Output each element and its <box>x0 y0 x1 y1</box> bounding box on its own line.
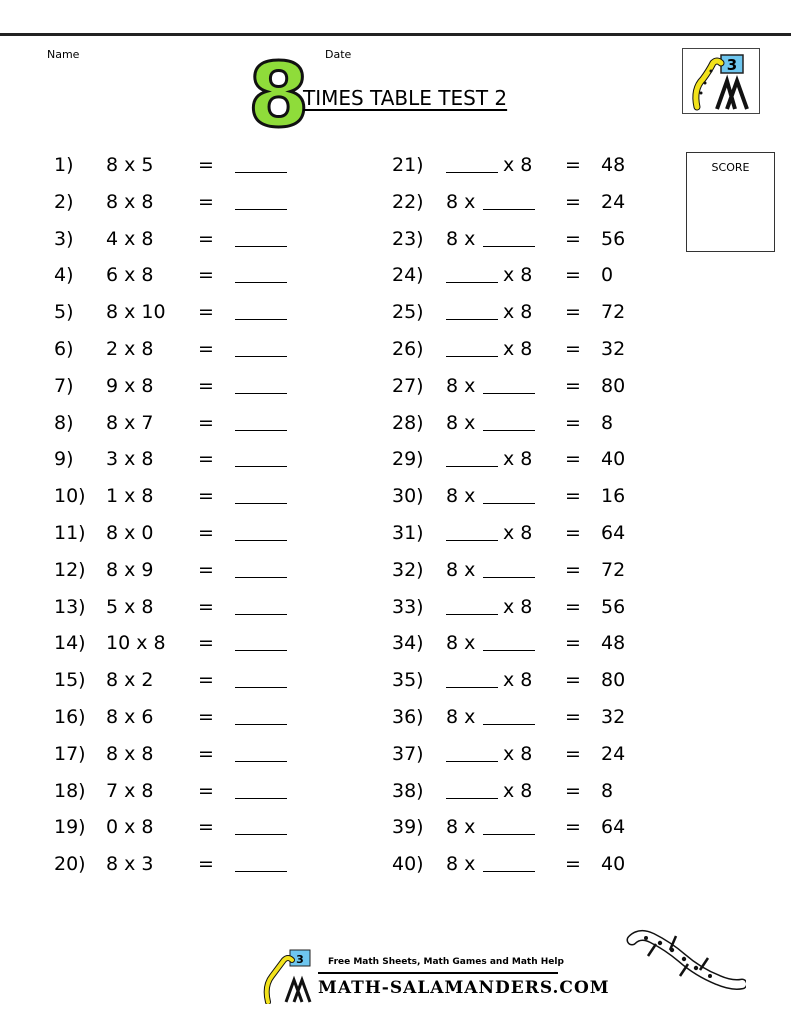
question-product: 8 <box>601 411 614 434</box>
equals-sign: = <box>565 706 581 728</box>
question-factor: x 8 <box>503 301 533 324</box>
question-row <box>0 224 700 254</box>
answer-blank[interactable] <box>483 555 535 578</box>
question-expression: 9 x 8 <box>106 374 154 397</box>
question-row <box>0 187 700 217</box>
question-number: 36) <box>392 706 424 728</box>
question-product: 0 <box>601 264 614 287</box>
question-expression: 8 x 9 <box>106 558 154 581</box>
equals-sign: = <box>565 632 581 655</box>
answer-blank[interactable] <box>483 849 535 872</box>
question-number: 9) <box>54 448 74 471</box>
answer-blank[interactable] <box>446 592 498 615</box>
equals-sign: = <box>198 301 214 324</box>
equals-sign: = <box>565 669 581 692</box>
question-expression: 8 x 8 <box>106 742 154 765</box>
equals-sign: = <box>565 779 581 802</box>
question-product: 56 <box>601 227 626 250</box>
question-number: 15) <box>54 669 86 692</box>
question-number: 1) <box>54 154 74 176</box>
question-product: 24 <box>601 190 626 213</box>
equals-sign: = <box>198 264 214 287</box>
question-expression: 8 x 0 <box>106 522 154 544</box>
equals-sign: = <box>565 227 581 250</box>
equals-sign: = <box>198 154 214 176</box>
question-product: 48 <box>601 632 626 655</box>
question-number: 32) <box>392 558 424 581</box>
question-number: 21) <box>392 154 424 176</box>
question-product: 64 <box>601 522 626 544</box>
question-row <box>0 665 700 695</box>
question-row <box>0 812 700 842</box>
equals-sign: = <box>198 485 214 508</box>
question-row <box>0 150 700 180</box>
date-label: Date <box>325 48 352 61</box>
question-factor: 8 x <box>446 558 476 581</box>
question-expression: 8 x 6 <box>106 706 154 728</box>
question-number: 40) <box>392 853 424 876</box>
question-number: 11) <box>54 522 86 544</box>
equals-sign: = <box>565 558 581 581</box>
question-factor: 8 x <box>446 706 476 728</box>
equals-sign: = <box>565 742 581 765</box>
answer-blank[interactable] <box>446 150 498 173</box>
question-number: 12) <box>54 558 86 581</box>
answer-blank[interactable] <box>446 260 498 283</box>
question-factor: x 8 <box>503 448 533 471</box>
salamander-logo-icon <box>683 49 759 113</box>
question-row <box>0 481 700 511</box>
question-number: 35) <box>392 669 424 692</box>
answer-blank[interactable] <box>446 444 498 467</box>
question-number: 20) <box>54 853 86 876</box>
question-number: 33) <box>392 595 424 618</box>
question-row <box>0 628 700 658</box>
answer-blank[interactable] <box>483 408 535 431</box>
question-expression: 0 x 8 <box>106 816 154 839</box>
equals-sign: = <box>565 853 581 876</box>
question-factor: 8 x <box>446 632 476 655</box>
question-row <box>0 592 700 622</box>
question-number: 31) <box>392 522 424 544</box>
question-factor: 8 x <box>446 485 476 508</box>
question-expression: 3 x 8 <box>106 448 154 471</box>
question-number: 29) <box>392 448 424 471</box>
question-number: 38) <box>392 779 424 802</box>
title-digit: 8 <box>248 44 310 147</box>
question-product: 40 <box>601 448 626 471</box>
equals-sign: = <box>565 190 581 213</box>
svg-text:3: 3 <box>296 953 304 966</box>
question-expression: 8 x 3 <box>106 853 154 876</box>
equals-sign: = <box>198 669 214 692</box>
question-number: 6) <box>54 338 74 360</box>
equals-sign: = <box>198 779 214 802</box>
answer-blank[interactable] <box>483 481 535 504</box>
question-expression: 8 x 7 <box>106 411 154 434</box>
footer-site-name: MATH-SALAMANDERS.COM <box>318 978 610 998</box>
question-number: 17) <box>54 742 86 765</box>
answer-blank[interactable] <box>483 812 535 835</box>
question-number: 23) <box>392 227 424 250</box>
equals-sign: = <box>565 522 581 544</box>
question-expression: 5 x 8 <box>106 595 154 618</box>
question-product: 8 <box>601 779 614 802</box>
answer-blank[interactable] <box>483 224 535 247</box>
equals-sign: = <box>565 338 581 360</box>
answer-blank[interactable] <box>483 702 535 725</box>
question-row <box>0 260 700 290</box>
question-number: 16) <box>54 706 86 728</box>
answer-blank[interactable] <box>483 187 535 210</box>
equals-sign: = <box>565 448 581 471</box>
question-row <box>0 297 700 327</box>
equals-sign: = <box>198 816 214 839</box>
question-factor: x 8 <box>503 154 533 176</box>
question-factor: x 8 <box>503 779 533 802</box>
question-product: 80 <box>601 374 626 397</box>
equals-sign: = <box>198 706 214 728</box>
equals-sign: = <box>565 154 581 176</box>
top-rule <box>0 33 791 36</box>
answer-blank[interactable] <box>446 776 498 799</box>
question-expression: 7 x 8 <box>106 779 154 802</box>
svg-text:3: 3 <box>726 56 738 74</box>
equals-sign: = <box>198 374 214 397</box>
question-expression: 10 x 8 <box>106 632 166 655</box>
question-row <box>0 849 700 879</box>
question-expression: 8 x 8 <box>106 190 154 213</box>
question-number: 30) <box>392 485 424 508</box>
question-expression: 8 x 2 <box>106 669 154 692</box>
question-factor: x 8 <box>503 742 533 765</box>
question-product: 40 <box>601 853 626 876</box>
question-factor: 8 x <box>446 190 476 213</box>
equals-sign: = <box>565 816 581 839</box>
question-number: 25) <box>392 301 424 324</box>
footer-rule <box>318 972 558 974</box>
equals-sign: = <box>198 742 214 765</box>
question-product: 72 <box>601 558 626 581</box>
question-product: 32 <box>601 338 626 360</box>
answer-blank[interactable] <box>446 518 498 541</box>
question-expression: 1 x 8 <box>106 485 154 508</box>
question-product: 16 <box>601 485 626 508</box>
score-label: SCORE <box>711 161 750 174</box>
equals-sign: = <box>198 338 214 360</box>
question-product: 48 <box>601 154 626 176</box>
question-product: 32 <box>601 706 626 728</box>
question-number: 8) <box>54 411 74 434</box>
salamander-illustration-icon <box>626 926 746 998</box>
footer-tagline: Free Math Sheets, Math Games and Math Help <box>328 957 564 967</box>
question-number: 34) <box>392 632 424 655</box>
question-factor: x 8 <box>503 338 533 360</box>
question-number: 19) <box>54 816 86 839</box>
question-factor: x 8 <box>503 669 533 692</box>
question-number: 5) <box>54 301 74 324</box>
question-row <box>0 518 700 548</box>
question-number: 7) <box>54 374 74 397</box>
page-title: TIMES TABLE TEST 2 <box>303 86 508 110</box>
answer-blank[interactable] <box>483 628 535 651</box>
equals-sign: = <box>198 595 214 618</box>
question-factor: 8 x <box>446 853 476 876</box>
question-row <box>0 444 700 474</box>
question-row <box>0 555 700 585</box>
answer-blank[interactable] <box>446 739 498 762</box>
math-salamanders-logo <box>682 48 760 114</box>
equals-sign: = <box>565 595 581 618</box>
footer-logo-icon <box>258 948 318 1004</box>
question-factor: x 8 <box>503 595 533 618</box>
question-row <box>0 702 700 732</box>
equals-sign: = <box>565 301 581 324</box>
equals-sign: = <box>198 558 214 581</box>
equals-sign: = <box>565 264 581 287</box>
name-label: Name <box>47 48 80 61</box>
question-expression: 6 x 8 <box>106 264 154 287</box>
question-factor: x 8 <box>503 264 533 287</box>
question-factor: x 8 <box>503 522 533 544</box>
question-row <box>0 739 700 769</box>
question-product: 72 <box>601 301 626 324</box>
question-number: 4) <box>54 264 74 287</box>
question-number: 18) <box>54 779 86 802</box>
equals-sign: = <box>198 227 214 250</box>
question-product: 80 <box>601 669 626 692</box>
equals-sign: = <box>198 190 214 213</box>
question-number: 2) <box>54 190 74 213</box>
equals-sign: = <box>198 448 214 471</box>
question-number: 28) <box>392 411 424 434</box>
equals-sign: = <box>198 411 214 434</box>
question-row <box>0 776 700 806</box>
question-factor: 8 x <box>446 374 476 397</box>
question-number: 24) <box>392 264 424 287</box>
question-row <box>0 334 700 364</box>
question-expression: 8 x 10 <box>106 301 166 324</box>
question-expression: 4 x 8 <box>106 227 154 250</box>
question-factor: 8 x <box>446 227 476 250</box>
question-factor: 8 x <box>446 411 476 434</box>
question-product: 24 <box>601 742 626 765</box>
question-row <box>0 408 700 438</box>
answer-blank[interactable] <box>483 371 535 394</box>
equals-sign: = <box>198 632 214 655</box>
question-number: 27) <box>392 374 424 397</box>
question-product: 64 <box>601 816 626 839</box>
question-expression: 8 x 5 <box>106 154 154 176</box>
answer-blank[interactable] <box>446 334 498 357</box>
question-number: 39) <box>392 816 424 839</box>
answer-blank[interactable] <box>446 297 498 320</box>
equals-sign: = <box>565 485 581 508</box>
question-number: 3) <box>54 227 74 250</box>
question-number: 26) <box>392 338 424 360</box>
question-number: 10) <box>54 485 86 508</box>
question-product: 56 <box>601 595 626 618</box>
equals-sign: = <box>198 853 214 876</box>
question-number: 37) <box>392 742 424 765</box>
question-number: 14) <box>54 632 86 655</box>
equals-sign: = <box>198 522 214 544</box>
question-row <box>0 371 700 401</box>
question-number: 22) <box>392 190 424 213</box>
question-expression: 2 x 8 <box>106 338 154 360</box>
equals-sign: = <box>565 374 581 397</box>
question-factor: 8 x <box>446 816 476 839</box>
question-number: 13) <box>54 595 86 618</box>
equals-sign: = <box>565 411 581 434</box>
answer-blank[interactable] <box>446 665 498 688</box>
